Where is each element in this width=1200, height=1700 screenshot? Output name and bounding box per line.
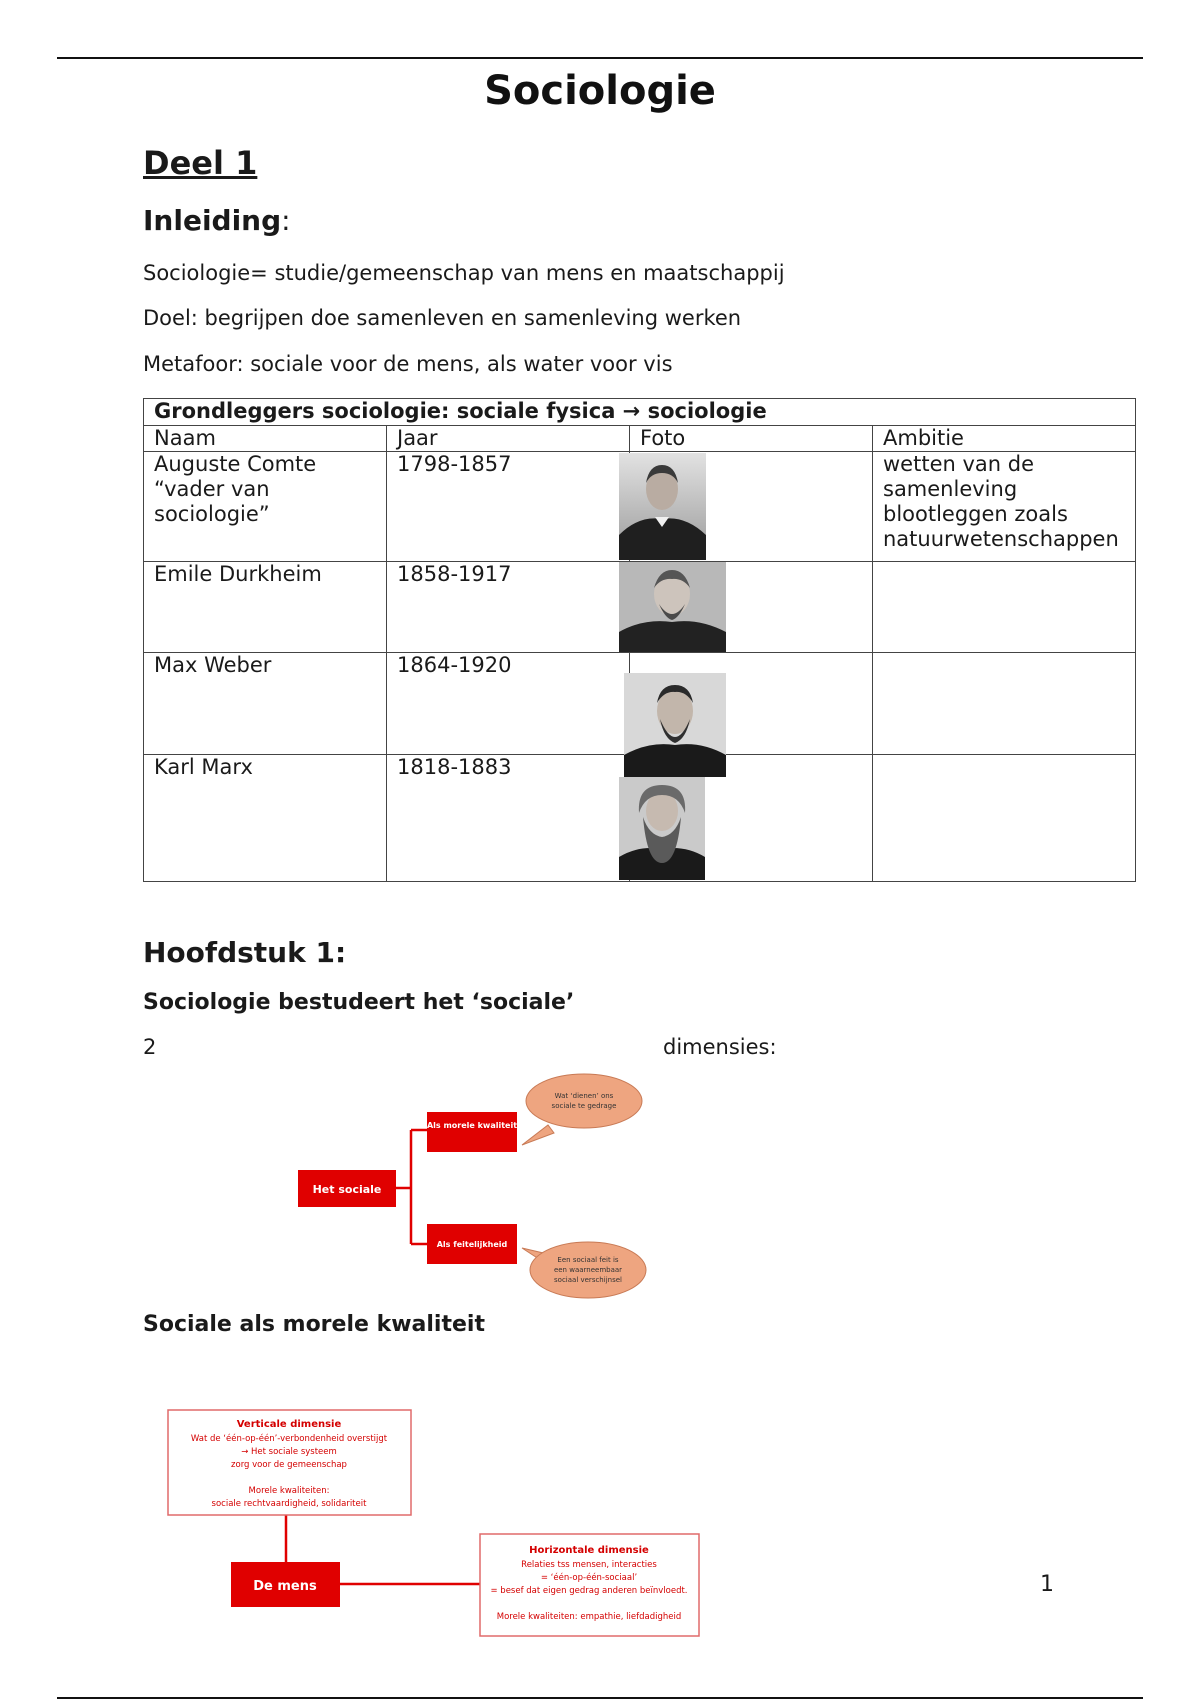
subheading-morele-kwaliteit: Sociale als morele kwaliteit bbox=[143, 1312, 485, 1337]
bubble-top-line-2: sociale te gedrage bbox=[551, 1102, 617, 1110]
horizontal-title: Horizontale dimensie bbox=[529, 1545, 649, 1556]
de-mens-label: De mens bbox=[253, 1579, 317, 1594]
table-caption: Grondleggers sociologie: sociale fysica → sociologie bbox=[144, 399, 1136, 426]
portrait-comte-icon bbox=[619, 453, 706, 560]
dimensions-label: dimensies: bbox=[663, 1035, 777, 1059]
bubble-top bbox=[526, 1074, 642, 1128]
cell-jaar: 1864-1920 bbox=[387, 653, 630, 755]
bubble-bottom-line-1: Een sociaal feit is bbox=[557, 1256, 619, 1264]
inleiding-heading bbox=[143, 204, 291, 237]
bubble-bottom-line-3: sociaal verschijnsel bbox=[554, 1276, 622, 1284]
vertical-line: sociale rechtvaardigheid, solidariteit bbox=[211, 1499, 367, 1509]
vertical-line: zorg voor de gemeenschap bbox=[231, 1460, 347, 1470]
metaphor-line: Metafoor: sociale voor de mens, als water voor vis bbox=[143, 352, 673, 376]
header-ambitie: Ambitie bbox=[873, 426, 1136, 452]
header-foto: Foto bbox=[630, 426, 873, 452]
header-jaar: Jaar bbox=[387, 426, 630, 452]
sociale-dimensions-diagram bbox=[290, 1055, 650, 1300]
cell-naam: Karl Marx bbox=[144, 755, 387, 882]
bubble-top-line-1: Wat ‘dienen’ ons bbox=[554, 1092, 614, 1100]
cell-jaar: 1798-1857 bbox=[387, 452, 630, 562]
inleiding-label: Inleiding bbox=[143, 204, 282, 237]
cell-ambitie: wetten van de samenleving blootleggen zoals natuurwetenschappen bbox=[873, 452, 1136, 562]
cell-jaar: 1858-1917 bbox=[387, 562, 630, 653]
cell-jaar: 1818-1883 bbox=[387, 755, 630, 882]
bottom-rule bbox=[57, 1697, 1143, 1699]
horizontal-line: Morele kwaliteiten: empathie, liefdadigheid bbox=[496, 1612, 682, 1622]
vertical-line: Morele kwaliteiten: bbox=[248, 1486, 330, 1496]
cell-naam: Auguste Comte “vader van sociologie” bbox=[144, 452, 387, 562]
cell-ambitie bbox=[873, 562, 1136, 653]
goal-line: Doel: begrijpen doe samenleven en samenleving werken bbox=[143, 306, 742, 330]
top-rule bbox=[57, 57, 1143, 59]
bubble-bottom-line-2: een waarneembaar bbox=[553, 1266, 623, 1274]
feitelijkheid-label: Als feitelijkheid bbox=[436, 1240, 508, 1249]
inleiding-colon: : bbox=[281, 204, 291, 237]
cell-naam: Emile Durkheim bbox=[144, 562, 387, 653]
horizontal-line: = ‘één-op-één-sociaal’ bbox=[540, 1573, 638, 1583]
portrait-durkheim-icon bbox=[619, 562, 726, 652]
morele-kwaliteit-diagram bbox=[150, 1400, 710, 1650]
page-number: 1 bbox=[1040, 1572, 1054, 1597]
table-caption-row bbox=[144, 399, 1136, 426]
vertical-line: Wat de ‘één-op-één’-verbondenheid overstijgt bbox=[190, 1434, 388, 1444]
morele-kwaliteit-box bbox=[427, 1112, 517, 1152]
definition-line: Sociologie= studie/gemeenschap van mens en maatschappij bbox=[143, 261, 785, 285]
header-naam: Naam bbox=[144, 426, 387, 452]
portrait-weber-icon bbox=[624, 673, 726, 777]
dimensions-number: 2 bbox=[143, 1035, 157, 1059]
vertical-line: → Het sociale systeem bbox=[241, 1447, 337, 1457]
vertical-title: Verticale dimensie bbox=[236, 1419, 342, 1430]
page-title: Sociologie bbox=[484, 68, 716, 114]
chapter-heading: Hoofdstuk 1: bbox=[143, 936, 347, 969]
horizontal-line: = besef dat eigen gedrag anderen beïnvloedt. bbox=[490, 1586, 688, 1596]
subheading-sociale: Sociologie bestudeert het ‘sociale’ bbox=[143, 990, 575, 1015]
cell-ambitie bbox=[873, 653, 1136, 755]
portrait-marx-icon bbox=[619, 777, 705, 880]
horizontal-line: Relaties tss mensen, interacties bbox=[521, 1560, 657, 1570]
table-header-row bbox=[144, 426, 1136, 452]
het-sociale-label: Het sociale bbox=[312, 1183, 382, 1196]
cell-naam: Max Weber bbox=[144, 653, 387, 755]
cell-ambitie bbox=[873, 755, 1136, 882]
section-deel-1: Deel 1 bbox=[143, 144, 258, 182]
morele-kwaliteit-label bbox=[427, 1121, 517, 1130]
morele-label-text: Als morele kwaliteit bbox=[426, 1121, 518, 1130]
